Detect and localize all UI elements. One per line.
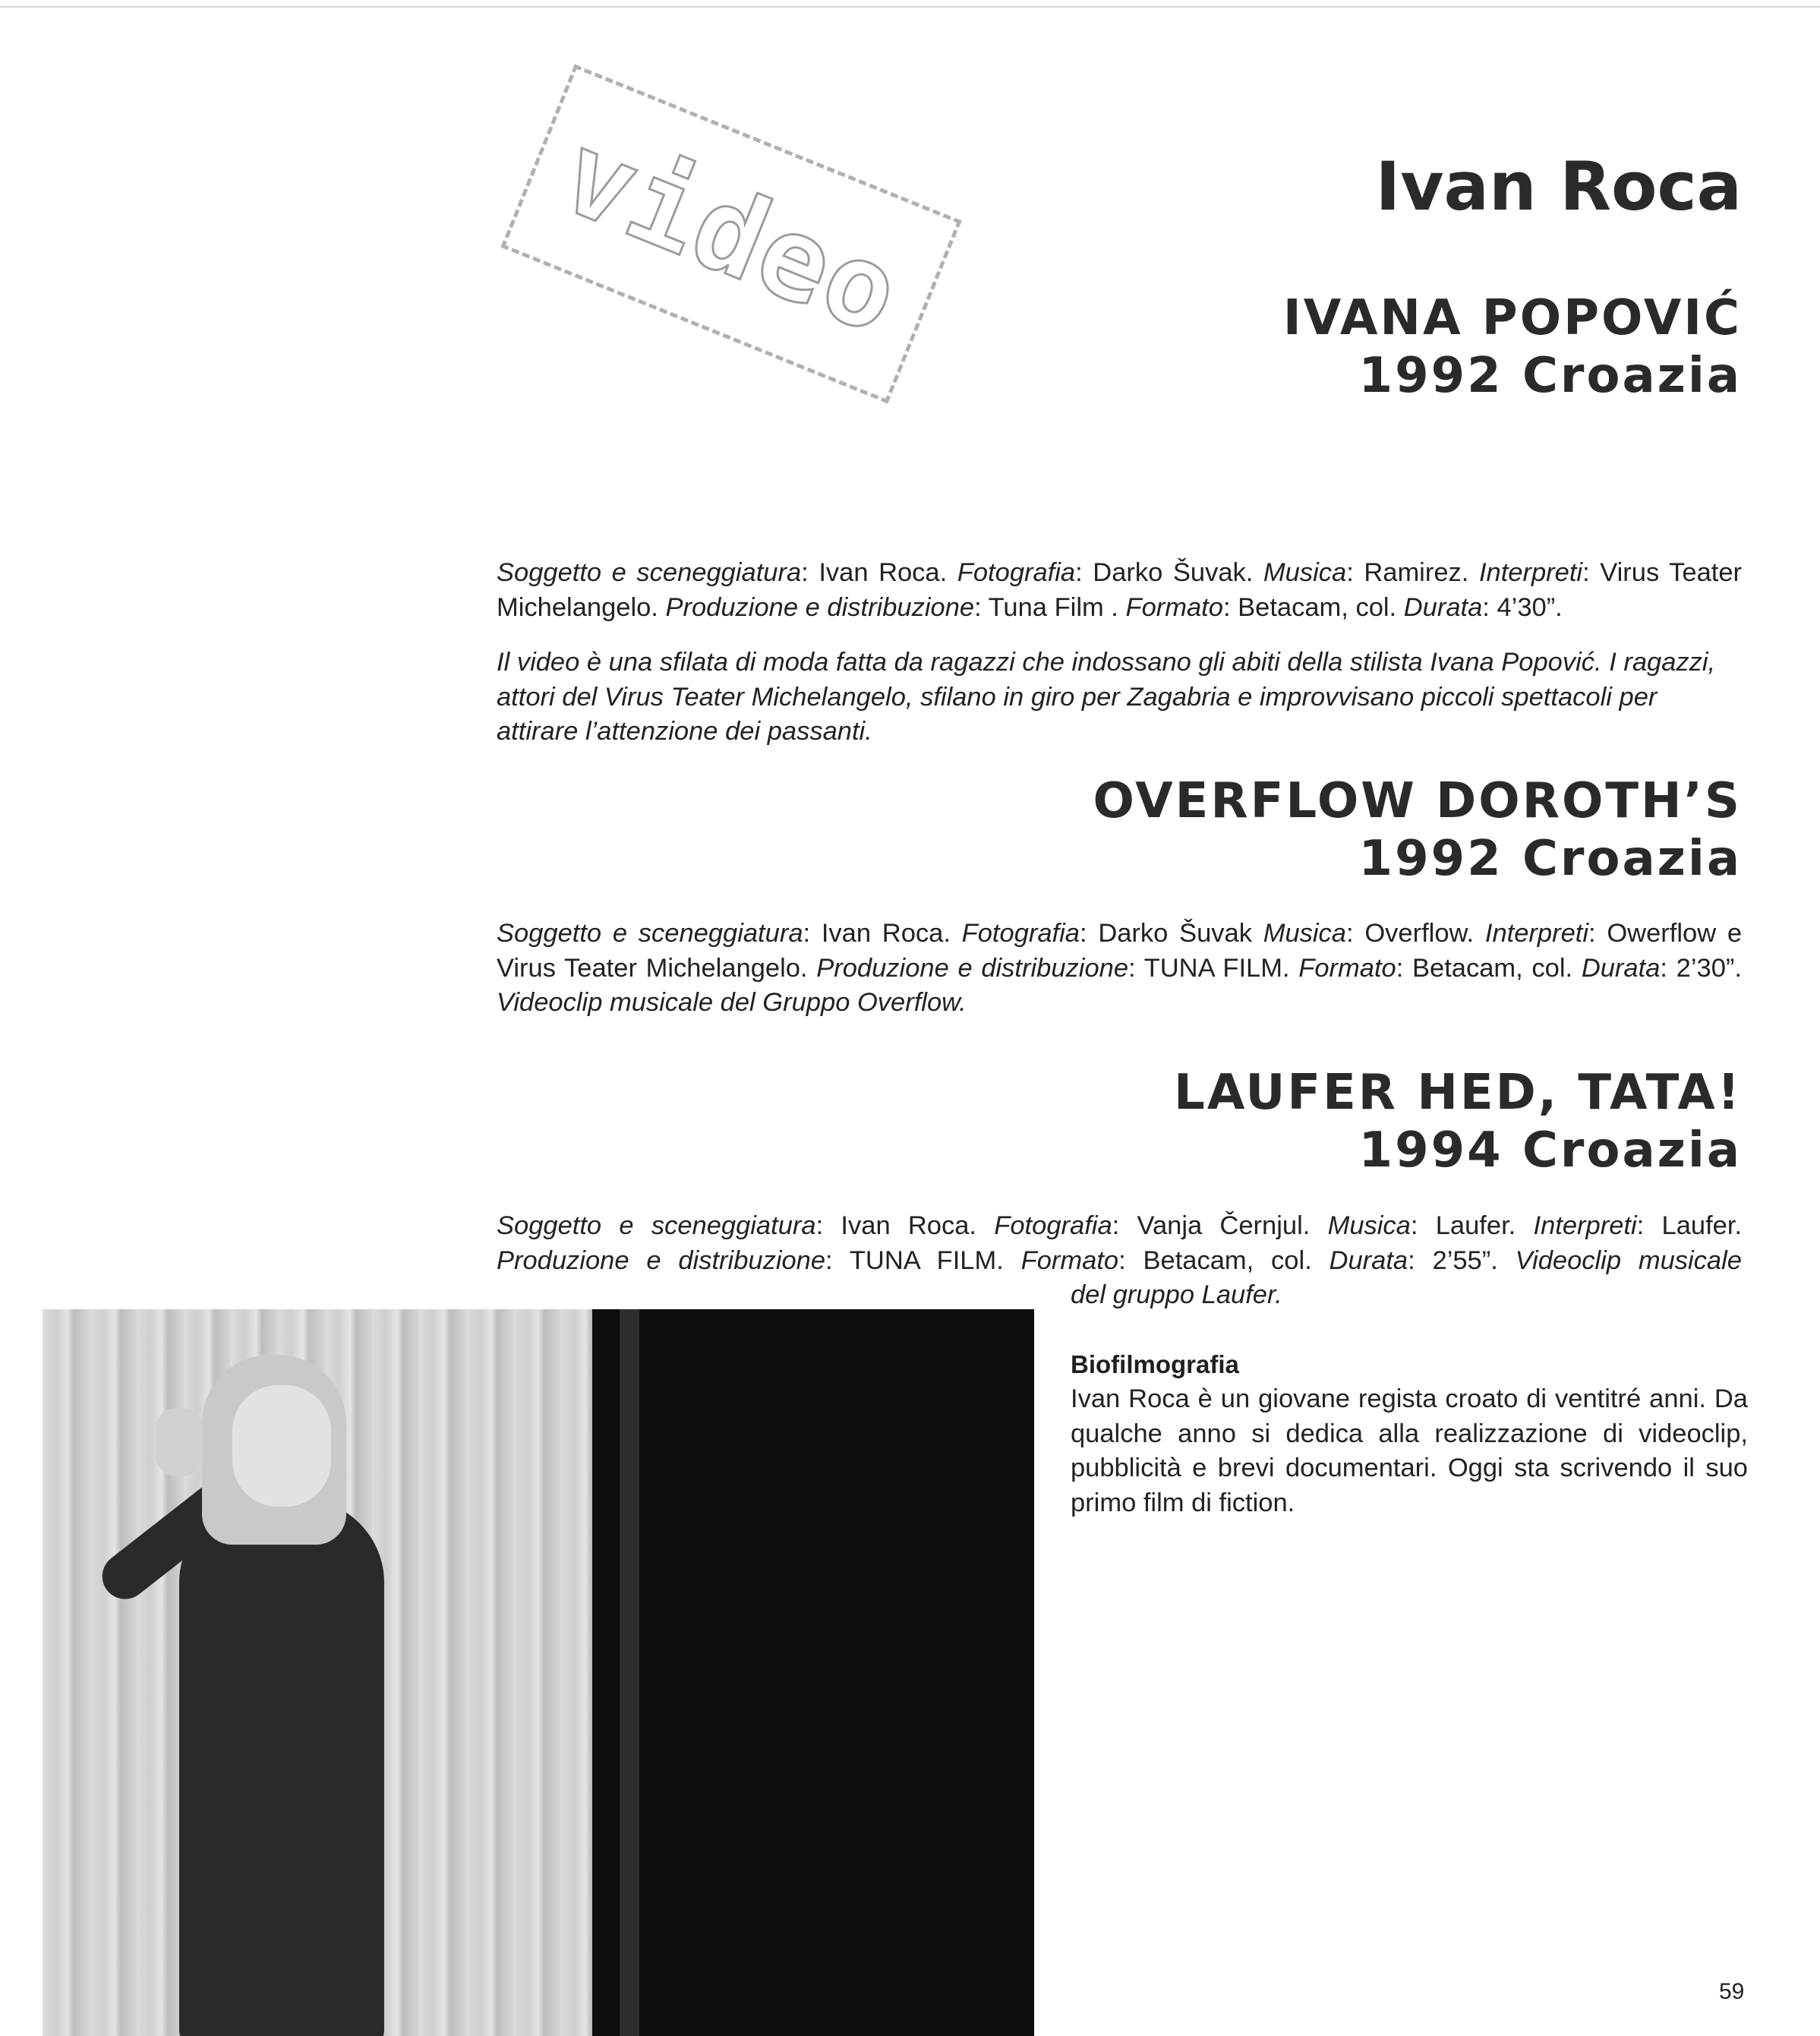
credit-value: Darko Šuvak bbox=[1098, 919, 1252, 948]
photo-curtain-edge bbox=[620, 1309, 639, 2036]
photo-figure-body bbox=[179, 1499, 384, 2036]
film-still-photo bbox=[43, 1309, 1034, 2036]
film-credits-overflow-doroths: Soggetto e sceneggiatura: Ivan Roca. Fotografia: Darko Šuvak Musica: Overflow. Interpreti: Owerflow e Virus Teater Michelangelo. Produzione e distribuzione: TUNA FILM. Formato: Betacam, col. Durata: 2’30”. Videoclip musicale del Gruppo Overflow. bbox=[497, 919, 1743, 1018]
film-title-text: IVANA POPOVIĆ bbox=[1282, 290, 1742, 346]
credit-label: Formato bbox=[1125, 592, 1223, 622]
author-name: Ivan Roca bbox=[1375, 147, 1742, 226]
credit-value: Tuna Film . bbox=[988, 592, 1118, 622]
credit-label: Musica bbox=[1327, 1211, 1411, 1240]
credit-label: Fotografia bbox=[957, 558, 1076, 587]
top-rule bbox=[0, 6, 1820, 8]
credit-value: TUNA FILM. bbox=[849, 1245, 1004, 1275]
credit-value: Ramirez. bbox=[1364, 558, 1469, 587]
credit-label: Soggetto e sceneggiatura bbox=[497, 1211, 816, 1240]
credit-value: Betacam, col. bbox=[1143, 1245, 1312, 1275]
credit-label: Interpreti bbox=[1478, 558, 1583, 587]
credit-label: Produzione e distribuzione bbox=[497, 1245, 826, 1275]
credit-value: Vanja Černjul. bbox=[1137, 1211, 1311, 1240]
credits-line: Soggetto e sceneggiatura: Ivan Roca. Fotografia: Vanja Černjul. Musica: Laufer. Interpreti: Laufer. bbox=[497, 1211, 1743, 1240]
bio-text: Ivan Roca è un giovane regista croato di ventitré anni. Da qualche anno si dedica alla realizzazione di videoclip, pubblicità e brevi documentari. Oggi sta scrivendo il suo primo film di fiction. bbox=[1071, 1384, 1748, 1517]
film-credits-laufer-hed-tata bbox=[497, 1209, 1742, 1313]
credit-label: Durata bbox=[1329, 1245, 1408, 1275]
credits-line bbox=[497, 1278, 1742, 1313]
page-number: 59 bbox=[1719, 1979, 1745, 2004]
film-credits-ivana-popovic: Soggetto e sceneggiatura: Ivan Roca. Fotografia: Darko Šuvak. Musica: Ramirez. Interpreti: Virus Teater Michelangelo. Produzione e distribuzione: Tuna Film . Formato: Betacam, col. Durata: 4’30”. bbox=[497, 558, 1743, 622]
video-stamp-label: video bbox=[544, 106, 919, 361]
credit-label: Formato bbox=[1020, 1245, 1119, 1275]
credit-value: Ivan Roca. bbox=[819, 558, 948, 587]
credit-label: Fotografia bbox=[994, 1211, 1112, 1240]
credit-value: Ivan Roca. bbox=[841, 1211, 977, 1240]
credit-label: Interpreti bbox=[1484, 919, 1589, 948]
film-title-text: LAUFER HED, TATA! bbox=[1174, 1065, 1742, 1121]
credit-value: Betacam, col. bbox=[1412, 953, 1573, 983]
credit-label: Produzione e distribuzione bbox=[816, 953, 1129, 983]
film-year-country: 1992 Croazia bbox=[1358, 347, 1742, 404]
synopsis-text: Il video è una sfilata di moda fatta da ragazzi che indossano gli abiti della stilista Ivana Popović. I ragazzi, attori del Virus Teater Michelangelo, sfilano in giro per Zagabria e improvvisano piccoli spettacoli per attirare l’attenzione dei passanti. bbox=[497, 648, 1716, 747]
photo-figure-face bbox=[232, 1385, 331, 1507]
credit-value: Darko Šuvak. bbox=[1093, 558, 1254, 587]
credit-label: Interpreti bbox=[1533, 1211, 1637, 1240]
credit-label: Durata bbox=[1581, 953, 1661, 983]
credit-note: Videoclip musicale del Gruppo Overflow. bbox=[497, 988, 967, 1018]
credit-label: Musica bbox=[1263, 919, 1346, 948]
photo-curtain bbox=[592, 1309, 1034, 2036]
credit-value: Ivan Roca. bbox=[821, 919, 951, 948]
credit-label: Durata bbox=[1403, 592, 1483, 622]
credit-value: Overflow. bbox=[1364, 919, 1475, 948]
credit-value: Betacam, col. bbox=[1238, 592, 1397, 622]
credit-label: Musica bbox=[1263, 558, 1347, 587]
film-title-overflow-doroths bbox=[494, 773, 1742, 888]
credits-line: Produzione e distribuzione: TUNA FILM. Formato: Betacam, col. Durata: 2’55”. Videoclip musicale bbox=[497, 1245, 1742, 1275]
credit-value: Laufer. bbox=[1661, 1211, 1743, 1240]
credit-value: 4’30”. bbox=[1497, 592, 1563, 622]
credit-value: 2’55”. bbox=[1432, 1245, 1498, 1275]
credit-value: Laufer. bbox=[1435, 1211, 1516, 1240]
film-title-ivana-popovic bbox=[494, 290, 1742, 405]
credit-label: Soggetto e sceneggiatura bbox=[497, 919, 803, 948]
bio-heading: Biofilmografia bbox=[1071, 1350, 1239, 1378]
film-title-text: OVERFLOW DOROTH’S bbox=[1093, 773, 1742, 829]
film-year-country: 1992 Croazia bbox=[1358, 830, 1742, 887]
film-year-country: 1994 Croazia bbox=[1358, 1122, 1742, 1179]
credit-value: TUNA FILM. bbox=[1143, 953, 1290, 983]
credit-label: Fotografia bbox=[961, 919, 1080, 948]
film-synopsis-ivana-popovic bbox=[497, 646, 1742, 750]
credit-value: 2’30”. bbox=[1676, 953, 1742, 983]
credit-note: Videoclip musicale bbox=[1515, 1245, 1742, 1275]
credit-note: del gruppo Laufer. bbox=[1071, 1280, 1282, 1310]
credit-value: Virus Teater Michelangelo. bbox=[497, 558, 1743, 622]
credit-label: Soggetto e sceneggiatura bbox=[497, 558, 802, 587]
credit-label: Produzione e distribuzione bbox=[665, 592, 975, 622]
credit-label: Formato bbox=[1298, 953, 1396, 983]
film-title-laufer-hed-tata bbox=[494, 1065, 1742, 1179]
credit-value: Owerflow e Virus Teater Michelangelo. bbox=[497, 919, 1743, 983]
photo-figure-hand bbox=[156, 1408, 202, 1476]
